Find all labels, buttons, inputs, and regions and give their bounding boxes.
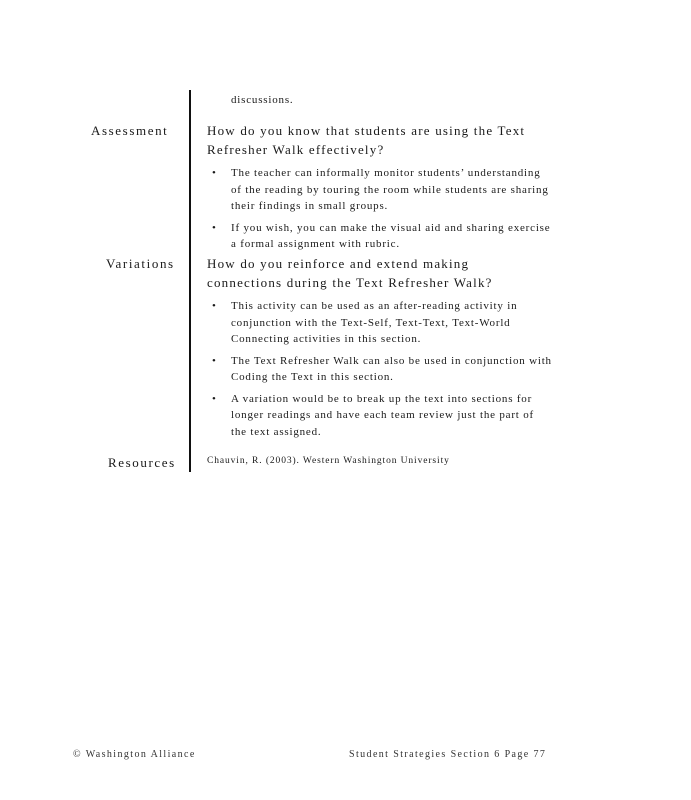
bullet-icon: • [212, 300, 217, 312]
variations-bullet-text: A variation would be to break up the text into sections for longer readings and have each team review just the part of the text assigned. [231, 392, 534, 438]
bullet-icon: • [212, 167, 217, 179]
continuation-text: discussions. [231, 94, 294, 106]
variations-bullet-text: The Text Refresher Walk can also be used in conjunction with Coding the Text in this section. [231, 354, 552, 383]
variations-label: Variations [106, 256, 175, 271]
list-item [207, 353, 552, 386]
list-item [207, 220, 552, 253]
list-item [207, 298, 552, 348]
list-item [207, 391, 552, 441]
footer-page-info: Student Strategies Section 6 Page 77 [349, 749, 547, 760]
resources-label: Resources [108, 455, 176, 470]
footer-copyright: © Washington Alliance [73, 749, 196, 760]
variations-bullet-list [207, 298, 552, 440]
bullet-icon: • [212, 354, 217, 367]
section-divider-line [189, 90, 191, 472]
resources-citation: Chauvin, R. (2003). Western Washington University [207, 456, 450, 466]
assessment-bullet-list [207, 165, 552, 253]
bullet-icon: • [212, 392, 217, 405]
variations-bullet-text: This activity can be used as an after-reading activity in conjunction with the Text-Self, Text-Text, Text-World Connecting activities in this section. [231, 300, 518, 345]
assessment-bullet-text: The teacher can informally monitor students’ understanding of the reading by touring the room while students are sharing their findings in small groups. [231, 167, 549, 212]
bullet-icon: • [212, 221, 217, 234]
list-item [207, 165, 552, 215]
assessment-label: Assessment [91, 123, 169, 138]
assessment-question: How do you know that students are using the Text Refresher Walk effectively? [207, 123, 526, 157]
variations-question: How do you reinforce and extend making connections during the Text Refresher Walk? [207, 256, 493, 290]
assessment-bullet-text: If you wish, you can make the visual aid and sharing exercise a formal assignment with rubric. [231, 221, 551, 250]
